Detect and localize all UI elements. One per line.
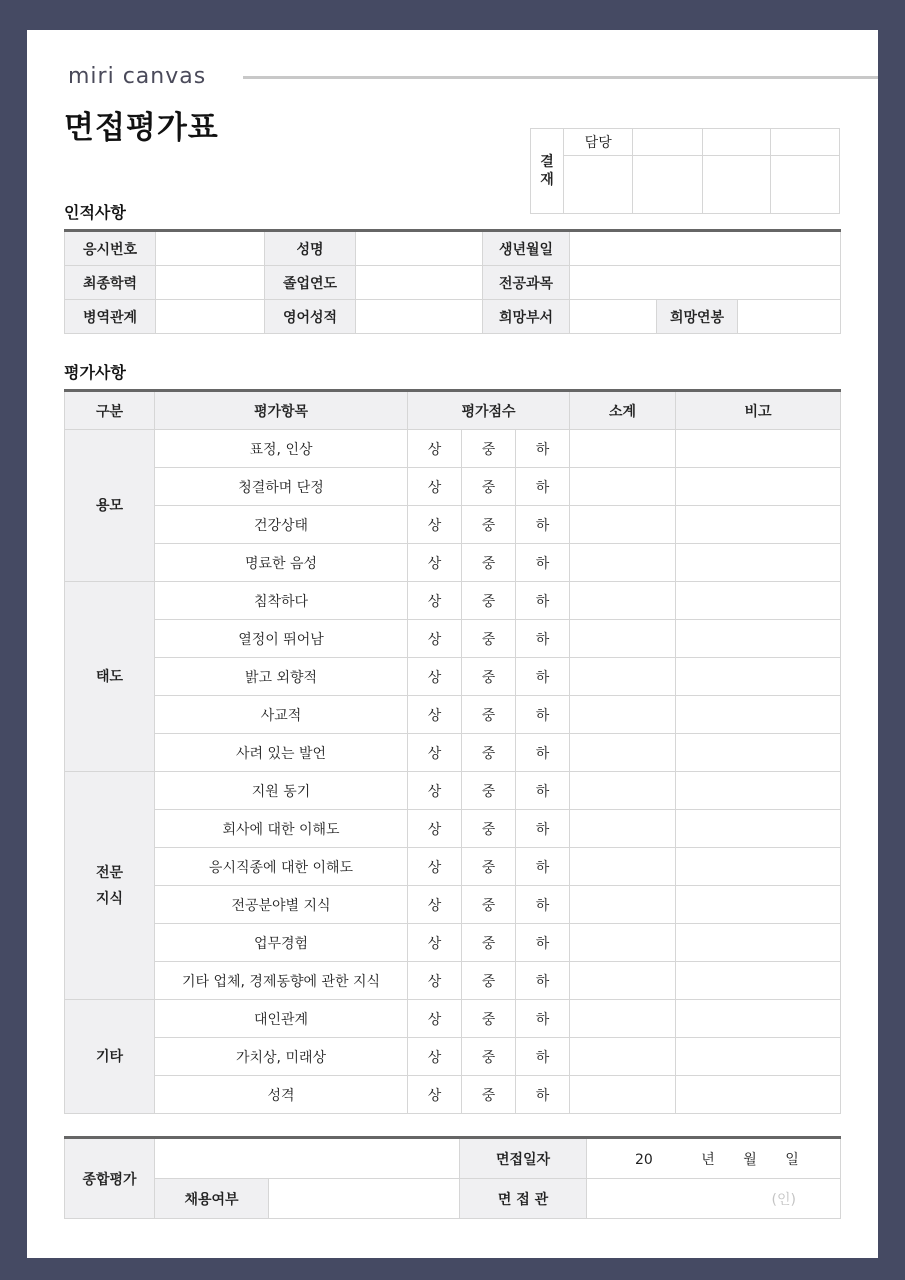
- score-option-low[interactable]: 하: [516, 924, 570, 962]
- field-overall[interactable]: [155, 1138, 460, 1179]
- remarks-cell[interactable]: [676, 696, 841, 734]
- approval-col-2: [633, 129, 702, 156]
- remarks-cell[interactable]: [676, 1038, 841, 1076]
- label-desired-salary: 희망연봉: [657, 300, 738, 334]
- score-option-high[interactable]: 상: [408, 430, 462, 468]
- label-birthdate: 생년월일: [483, 231, 570, 266]
- score-option-high[interactable]: 상: [408, 848, 462, 886]
- score-option-low[interactable]: 하: [516, 810, 570, 848]
- section-title-personal: 인적사항: [64, 203, 126, 222]
- subtotal-cell[interactable]: [570, 848, 676, 886]
- score-option-high[interactable]: 상: [408, 810, 462, 848]
- subtotal-cell[interactable]: [570, 1076, 676, 1114]
- category-cell: 태도: [65, 582, 155, 772]
- approval-table: [530, 128, 840, 214]
- evaluation-item: 열정이 뛰어남: [155, 620, 408, 658]
- score-option-mid[interactable]: 중: [462, 1000, 516, 1038]
- evaluation-item: 침착하다: [155, 582, 408, 620]
- evaluation-item: 기타 업체, 경제동향에 관한 지식: [155, 962, 408, 1000]
- header-category: 구분: [65, 391, 155, 430]
- approval-col-3: [702, 129, 770, 156]
- subtotal-cell[interactable]: [570, 734, 676, 772]
- table-row: [65, 696, 841, 734]
- remarks-cell[interactable]: [676, 620, 841, 658]
- header-item: 평가항목: [155, 391, 408, 430]
- score-option-mid[interactable]: 중: [462, 734, 516, 772]
- score-option-low[interactable]: 하: [516, 468, 570, 506]
- approval-sign-1[interactable]: [564, 156, 633, 214]
- score-option-low[interactable]: 하: [516, 1000, 570, 1038]
- remarks-cell[interactable]: [676, 506, 841, 544]
- score-option-high[interactable]: 상: [408, 506, 462, 544]
- evaluation-item: 표정, 인상: [155, 430, 408, 468]
- summary-table: [64, 1136, 841, 1219]
- table-row: [65, 886, 841, 924]
- section-title-evaluation: 평가사항: [64, 363, 126, 382]
- score-option-mid[interactable]: 중: [462, 1076, 516, 1114]
- evaluation-item: 성격: [155, 1076, 408, 1114]
- field-applicant-number[interactable]: [156, 231, 265, 266]
- category-cell: 기타: [65, 1000, 155, 1114]
- remarks-cell[interactable]: [676, 962, 841, 1000]
- table-row: [65, 1000, 841, 1038]
- remarks-cell[interactable]: [676, 848, 841, 886]
- evaluation-item: 청결하며 단정: [155, 468, 408, 506]
- score-option-low[interactable]: 하: [516, 734, 570, 772]
- remarks-cell[interactable]: [676, 886, 841, 924]
- evaluation-item: 지원 동기: [155, 772, 408, 810]
- table-row: [65, 772, 841, 810]
- evaluation-item: 건강상태: [155, 506, 408, 544]
- score-option-high[interactable]: 상: [408, 620, 462, 658]
- table-row: [65, 924, 841, 962]
- score-option-high[interactable]: 상: [408, 1000, 462, 1038]
- table-row: [65, 582, 841, 620]
- field-english-score[interactable]: [356, 300, 483, 334]
- score-option-high[interactable]: 상: [408, 468, 462, 506]
- table-row: [65, 734, 841, 772]
- score-option-low[interactable]: 하: [516, 848, 570, 886]
- score-option-high[interactable]: 상: [408, 544, 462, 582]
- header-divider: [243, 76, 878, 79]
- label-name: 성명: [265, 231, 356, 266]
- approval-col-manager: 담당: [564, 129, 633, 156]
- label-english-score: 영어성적: [265, 300, 356, 334]
- field-major[interactable]: [570, 266, 841, 300]
- label-hire-decision: 채용여부: [155, 1179, 269, 1219]
- evaluation-table: [64, 389, 841, 1114]
- score-option-high[interactable]: 상: [408, 772, 462, 810]
- category-cell: 용모: [65, 430, 155, 582]
- table-row: [65, 620, 841, 658]
- subtotal-cell[interactable]: [570, 962, 676, 1000]
- approval-sign-4[interactable]: [770, 156, 839, 214]
- score-option-low[interactable]: 하: [516, 658, 570, 696]
- remarks-cell[interactable]: [676, 1000, 841, 1038]
- table-row: [65, 658, 841, 696]
- label-applicant-number: 응시번호: [65, 231, 156, 266]
- remarks-cell[interactable]: [676, 658, 841, 696]
- score-option-mid[interactable]: 중: [462, 848, 516, 886]
- evaluation-item: 업무경험: [155, 924, 408, 962]
- score-option-high[interactable]: 상: [408, 1038, 462, 1076]
- score-option-mid[interactable]: 중: [462, 468, 516, 506]
- remarks-cell[interactable]: [676, 772, 841, 810]
- subtotal-cell[interactable]: [570, 430, 676, 468]
- field-military[interactable]: [156, 300, 265, 334]
- score-option-mid[interactable]: 중: [462, 696, 516, 734]
- score-option-low[interactable]: 하: [516, 582, 570, 620]
- score-option-low[interactable]: 하: [516, 544, 570, 582]
- score-option-mid[interactable]: 중: [462, 544, 516, 582]
- approval-label: 결재: [531, 129, 564, 214]
- table-row: [65, 1038, 841, 1076]
- field-desired-dept[interactable]: [570, 300, 657, 334]
- personal-info-table: [64, 229, 841, 334]
- score-option-mid[interactable]: 중: [462, 772, 516, 810]
- evaluation-item: 명료한 음성: [155, 544, 408, 582]
- table-row: [65, 544, 841, 582]
- approval-sign-2[interactable]: [633, 156, 702, 214]
- score-option-low[interactable]: 하: [516, 430, 570, 468]
- evaluation-item: 전공분야별 지식: [155, 886, 408, 924]
- remarks-cell[interactable]: [676, 468, 841, 506]
- score-option-high[interactable]: 상: [408, 1076, 462, 1114]
- evaluation-item: 사려 있는 발언: [155, 734, 408, 772]
- date-day-unit: 일: [785, 1151, 799, 1168]
- score-option-mid[interactable]: 중: [462, 582, 516, 620]
- field-graduation-year[interactable]: [356, 266, 483, 300]
- score-option-low[interactable]: 하: [516, 620, 570, 658]
- score-option-mid[interactable]: 중: [462, 810, 516, 848]
- score-option-high[interactable]: 상: [408, 886, 462, 924]
- label-graduation-year: 졸업연도: [265, 266, 356, 300]
- evaluation-item: 사교적: [155, 696, 408, 734]
- remarks-cell[interactable]: [676, 1076, 841, 1114]
- date-year-prefix: 20: [635, 1151, 653, 1168]
- remarks-cell[interactable]: [676, 810, 841, 848]
- category-cell: 전문 지식: [65, 772, 155, 1000]
- subtotal-cell[interactable]: [570, 696, 676, 734]
- subtotal-cell[interactable]: [570, 468, 676, 506]
- label-overall: 종합평가: [65, 1138, 155, 1219]
- table-row: [65, 848, 841, 886]
- date-year-unit: 년: [701, 1151, 715, 1168]
- score-option-mid[interactable]: 중: [462, 430, 516, 468]
- subtotal-cell[interactable]: [570, 658, 676, 696]
- label-military: 병역관계: [65, 300, 156, 334]
- subtotal-cell[interactable]: [570, 620, 676, 658]
- score-option-mid[interactable]: 중: [462, 658, 516, 696]
- table-row: [65, 1076, 841, 1114]
- score-option-low[interactable]: 하: [516, 886, 570, 924]
- page-title: 면접평가표: [64, 110, 219, 146]
- table-row: [65, 810, 841, 848]
- brand-logo: miri canvas: [68, 64, 207, 89]
- subtotal-cell[interactable]: [570, 924, 676, 962]
- remarks-cell[interactable]: [676, 582, 841, 620]
- score-option-high[interactable]: 상: [408, 658, 462, 696]
- subtotal-cell[interactable]: [570, 582, 676, 620]
- approval-sign-3[interactable]: [702, 156, 770, 214]
- subtotal-cell[interactable]: [570, 886, 676, 924]
- field-interview-date[interactable]: [587, 1138, 841, 1179]
- evaluation-item: 밝고 외향적: [155, 658, 408, 696]
- table-row: [65, 468, 841, 506]
- header-subtotal: 소계: [570, 391, 676, 430]
- approval-col-4: [770, 129, 839, 156]
- score-option-low[interactable]: 하: [516, 772, 570, 810]
- subtotal-cell[interactable]: [570, 1038, 676, 1076]
- evaluation-item: 대인관계: [155, 1000, 408, 1038]
- seal-mark: (인): [771, 1191, 796, 1208]
- score-option-low[interactable]: 하: [516, 1038, 570, 1076]
- label-education: 최종학력: [65, 266, 156, 300]
- field-education[interactable]: [156, 266, 265, 300]
- label-major: 전공과목: [483, 266, 570, 300]
- field-name[interactable]: [356, 231, 483, 266]
- subtotal-cell[interactable]: [570, 772, 676, 810]
- evaluation-item: 회사에 대한 이해도: [155, 810, 408, 848]
- subtotal-cell[interactable]: [570, 810, 676, 848]
- evaluation-item: 응시직종에 대한 이해도: [155, 848, 408, 886]
- table-row: [65, 506, 841, 544]
- score-option-high[interactable]: 상: [408, 962, 462, 1000]
- remarks-cell[interactable]: [676, 924, 841, 962]
- date-month-unit: 월: [743, 1151, 757, 1168]
- score-option-high[interactable]: 상: [408, 696, 462, 734]
- subtotal-cell[interactable]: [570, 544, 676, 582]
- score-option-high[interactable]: 상: [408, 734, 462, 772]
- remarks-cell[interactable]: [676, 544, 841, 582]
- score-option-mid[interactable]: 중: [462, 506, 516, 544]
- field-desired-salary[interactable]: [738, 300, 841, 334]
- table-row: [65, 430, 841, 468]
- score-option-mid[interactable]: 중: [462, 886, 516, 924]
- label-interview-date: 면접일자: [460, 1138, 587, 1179]
- header-remarks: 비고: [676, 391, 841, 430]
- score-option-mid[interactable]: 중: [462, 962, 516, 1000]
- remarks-cell[interactable]: [676, 734, 841, 772]
- label-interviewer: 면 접 관: [460, 1179, 587, 1219]
- score-option-low[interactable]: 하: [516, 962, 570, 1000]
- score-option-low[interactable]: 하: [516, 1076, 570, 1114]
- document-page: [27, 30, 878, 1258]
- header-score: 평가점수: [408, 391, 570, 430]
- field-interviewer-signature[interactable]: [587, 1179, 841, 1219]
- subtotal-cell[interactable]: [570, 506, 676, 544]
- subtotal-cell[interactable]: [570, 1000, 676, 1038]
- field-birthdate[interactable]: [570, 231, 841, 266]
- field-hire-decision[interactable]: [269, 1179, 460, 1219]
- score-option-low[interactable]: 하: [516, 506, 570, 544]
- evaluation-item: 가치상, 미래상: [155, 1038, 408, 1076]
- score-option-high[interactable]: 상: [408, 582, 462, 620]
- table-row: [65, 962, 841, 1000]
- remarks-cell[interactable]: [676, 430, 841, 468]
- score-option-mid[interactable]: 중: [462, 924, 516, 962]
- score-option-high[interactable]: 상: [408, 924, 462, 962]
- score-option-mid[interactable]: 중: [462, 620, 516, 658]
- score-option-low[interactable]: 하: [516, 696, 570, 734]
- label-desired-dept: 희망부서: [483, 300, 570, 334]
- score-option-mid[interactable]: 중: [462, 1038, 516, 1076]
